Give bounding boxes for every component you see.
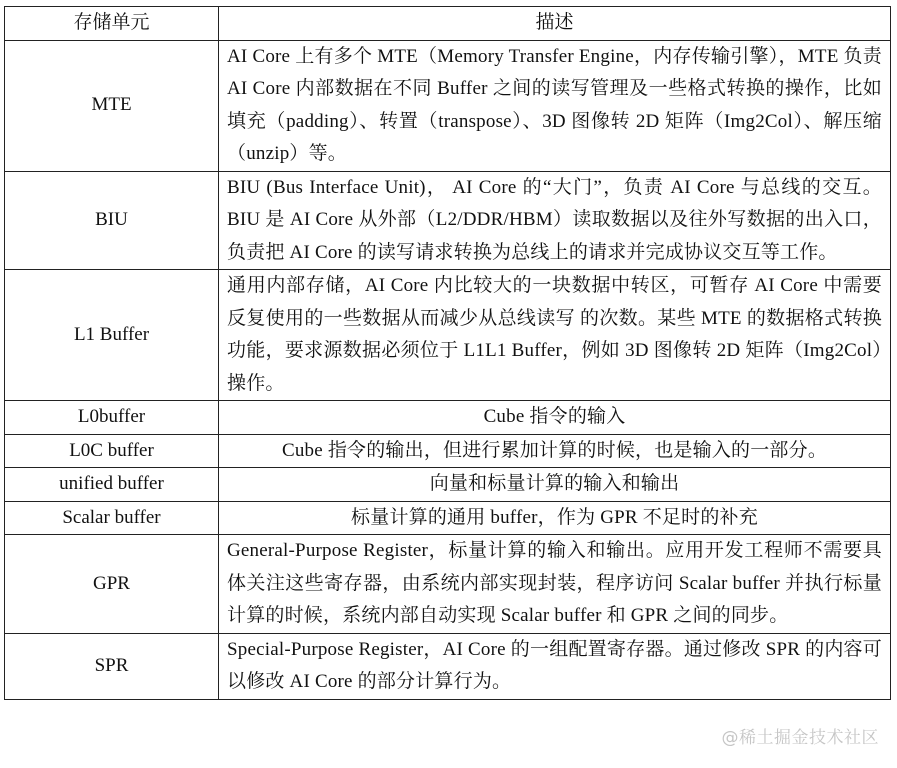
cell-name: GPR xyxy=(5,535,219,634)
table-row-mte xyxy=(5,40,891,171)
table-row-gpr xyxy=(5,535,891,634)
table-row-l0buffer xyxy=(5,401,891,435)
cell-description: General-Purpose Register，标量计算的输入和输出。应用开发工程师不需要具体关注这些寄存器，由系统内部实现封装，程序访问 Scalar buffer 并执行标量计算的时候，系统内部自动实现 Scalar buffer 和 GPR 之间的同步。 xyxy=(219,535,891,634)
storage-units-table xyxy=(4,6,891,700)
cell-name: L1 Buffer xyxy=(5,270,219,401)
cell-name: SPR xyxy=(5,633,219,699)
cell-name: L0C buffer xyxy=(5,434,219,468)
cell-description: 向量和标量计算的输入和输出 xyxy=(219,468,891,502)
header-description: 描述 xyxy=(219,7,891,41)
table-row-spr xyxy=(5,633,891,699)
cell-description: 通用内部存储，AI Core 内比较大的一块数据中转区，可暂存 AI Core 中需要反复使用的一些数据从而减少从总线读写 的次数。某些 MTE 的数据格式转换功能，要求源数据必须位于 L1L1 Buffer，例如 3D 图像转 2D 矩阵（Img2Col）操作。 xyxy=(219,270,891,401)
cell-description: 标量计算的通用 buffer，作为 GPR 不足时的补充 xyxy=(219,501,891,535)
cell-name: L0buffer xyxy=(5,401,219,435)
table-row-l0c-buffer xyxy=(5,434,891,468)
cell-name: unified buffer xyxy=(5,468,219,502)
table-row-scalar-buffer xyxy=(5,501,891,535)
cell-description: Cube 指令的输出，但进行累加计算的时候，也是输入的一部分。 xyxy=(219,434,891,468)
watermark: @稀土掘金技术社区 xyxy=(721,728,879,748)
cell-name: BIU xyxy=(5,171,219,270)
table-header-row xyxy=(5,7,891,41)
cell-name: MTE xyxy=(5,40,219,171)
cell-description: Special-Purpose Register，AI Core 的一组配置寄存器。通过修改 SPR 的内容可以修改 AI Core 的部分计算行为。 xyxy=(219,633,891,699)
header-storage-unit: 存储单元 xyxy=(5,7,219,41)
table-row-l1-buffer xyxy=(5,270,891,401)
cell-description: BIU (Bus Interface Unit)， AI Core 的“大门”，负责 AI Core 与总线的交互。BIU 是 AI Core 从外部（L2/DDR/HBM）读取数据以及往外写数据的出入口，负责把 AI Core 的读写请求转换为总线上的请求并完成协议交互等工作。 xyxy=(219,171,891,270)
table-row-unified-buffer xyxy=(5,468,891,502)
cell-description: Cube 指令的输入 xyxy=(219,401,891,435)
cell-name: Scalar buffer xyxy=(5,501,219,535)
cell-description: AI Core 上有多个 MTE（Memory Transfer Engine，内存传输引擎），MTE 负责 AI Core 内部数据在不同 Buffer 之间的读写管理及一些格式转换的操作，比如填充（padding）、转置（transpose）、3D 图像转 2D 矩阵（Img2Col）、解压缩（unzip）等。 xyxy=(219,40,891,171)
table-row-biu xyxy=(5,171,891,270)
